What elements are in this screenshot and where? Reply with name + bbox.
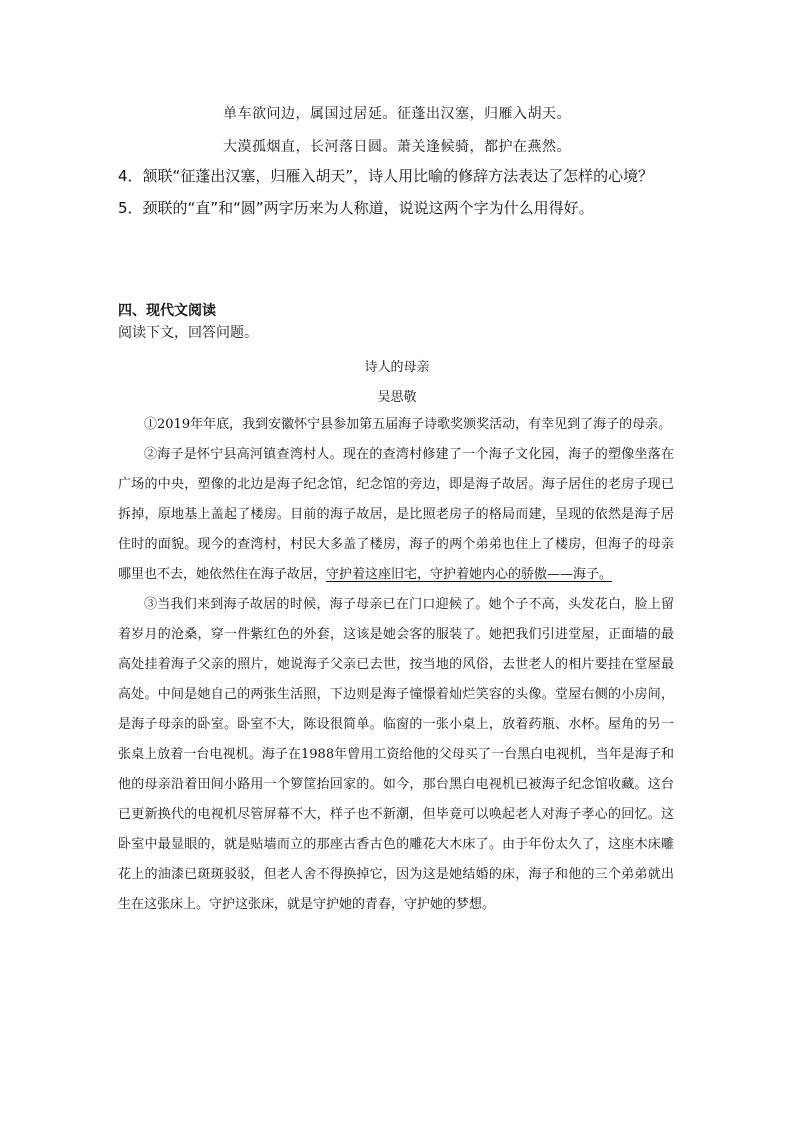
underlined-sentence: 守护着这座旧宅，守护着她内心的骄傲——海子。 [326, 567, 613, 582]
paragraph-2-text: ②海子是怀宁县高河镇查湾村人。现在的查湾村修建了一个海子文化园，海子的塑像坐落在广场的中央，塑像的北边是海子纪念馆，纪念馆的旁边，即是海子故居。海子居住的老房子现已拆掉，原地基上盖起了楼房。目前的海子故居，是比照老房子的格局而建，呈现的依然是海子居住时的面貌。现今的查湾村，村民大多盖了楼房，海子的两个弟弟也住上了楼房，但海子的母亲哪里也不去，她依然住在海子故居， [118, 447, 674, 582]
article-paragraph-2 [118, 440, 674, 590]
poem-line-4: 大漠孤烟直，长河落日圆。萧关逢候骑，都护在燕然。 [223, 139, 571, 155]
article-author: 吴思敬 [377, 390, 417, 405]
article-title: 诗人的母亲 [364, 360, 430, 375]
section-instruction: 阅读下文，回答问题。 [118, 325, 258, 341]
article-paragraph-1: ①2019年年底，我到安徽怀宁县参加第五届海子诗歌奖颁奖活动，有幸见到了海子的母亲。 [144, 417, 672, 432]
question-5: 5．颈联的“直”和“圆”两字历来为人称道，说说这两个字为什么用得好。 [118, 199, 594, 217]
section-heading: 四、现代文阅读 [118, 303, 216, 319]
article-paragraph-3: ③当我们来到海子故居的时候，海子母亲已在门口迎候了。她个子不高，头发花白，脸上留着岁月的沧桑，穿一件紫红色的外套，这该是她会客的服装了。她把我们引进堂屋，正面墙的最高处挂着海子父亲的照片，她说海子父亲已去世，按当地的风俗，去世老人的相片要挂在堂屋最高处。中间是她自己的两张生活照，下边则是海子憧憬着灿烂笑容的头像。堂屋右侧的小房间，是海子母亲的卧室。卧室不大，陈设很简单。临窗的一张小桌上，放着药瓶、水杯。屋角的另一张桌上放着一台电视机。海子在1988年曾用工资给他的父母买了一台黑白电视机，当年是海子和他的母亲沿着田间小路用一个箩筐抬回家的。如今，那台黑白电视机已被海子纪念馆收藏。这台已更新换代的电视机尽管屏幕不大，样子也不新潮，但毕竟可以唤起老人对海子孝心的回忆。这卧室中最显眼的，就是贴墙而立的那座古香古色的雕花大木床了。由于年份太久了，这座木床雕花上的油漆已斑斑驳驳，但老人舍不得换掉它，因为这是她结婚的床，海子和他的三个弟弟就出生在这张床上。守护这张床，就是守护她的青春，守护她的梦想。 [118, 597, 674, 912]
article-body [118, 410, 674, 920]
poem-line-3: 单车欲问边，属国过居延。征蓬出汉塞，归雁入胡天。 [223, 106, 571, 122]
question-4: 4．颔联“征蓬出汉塞，归雁入胡天”，诗人用比喻的修辞方法表达了怎样的心境？ [118, 167, 654, 185]
